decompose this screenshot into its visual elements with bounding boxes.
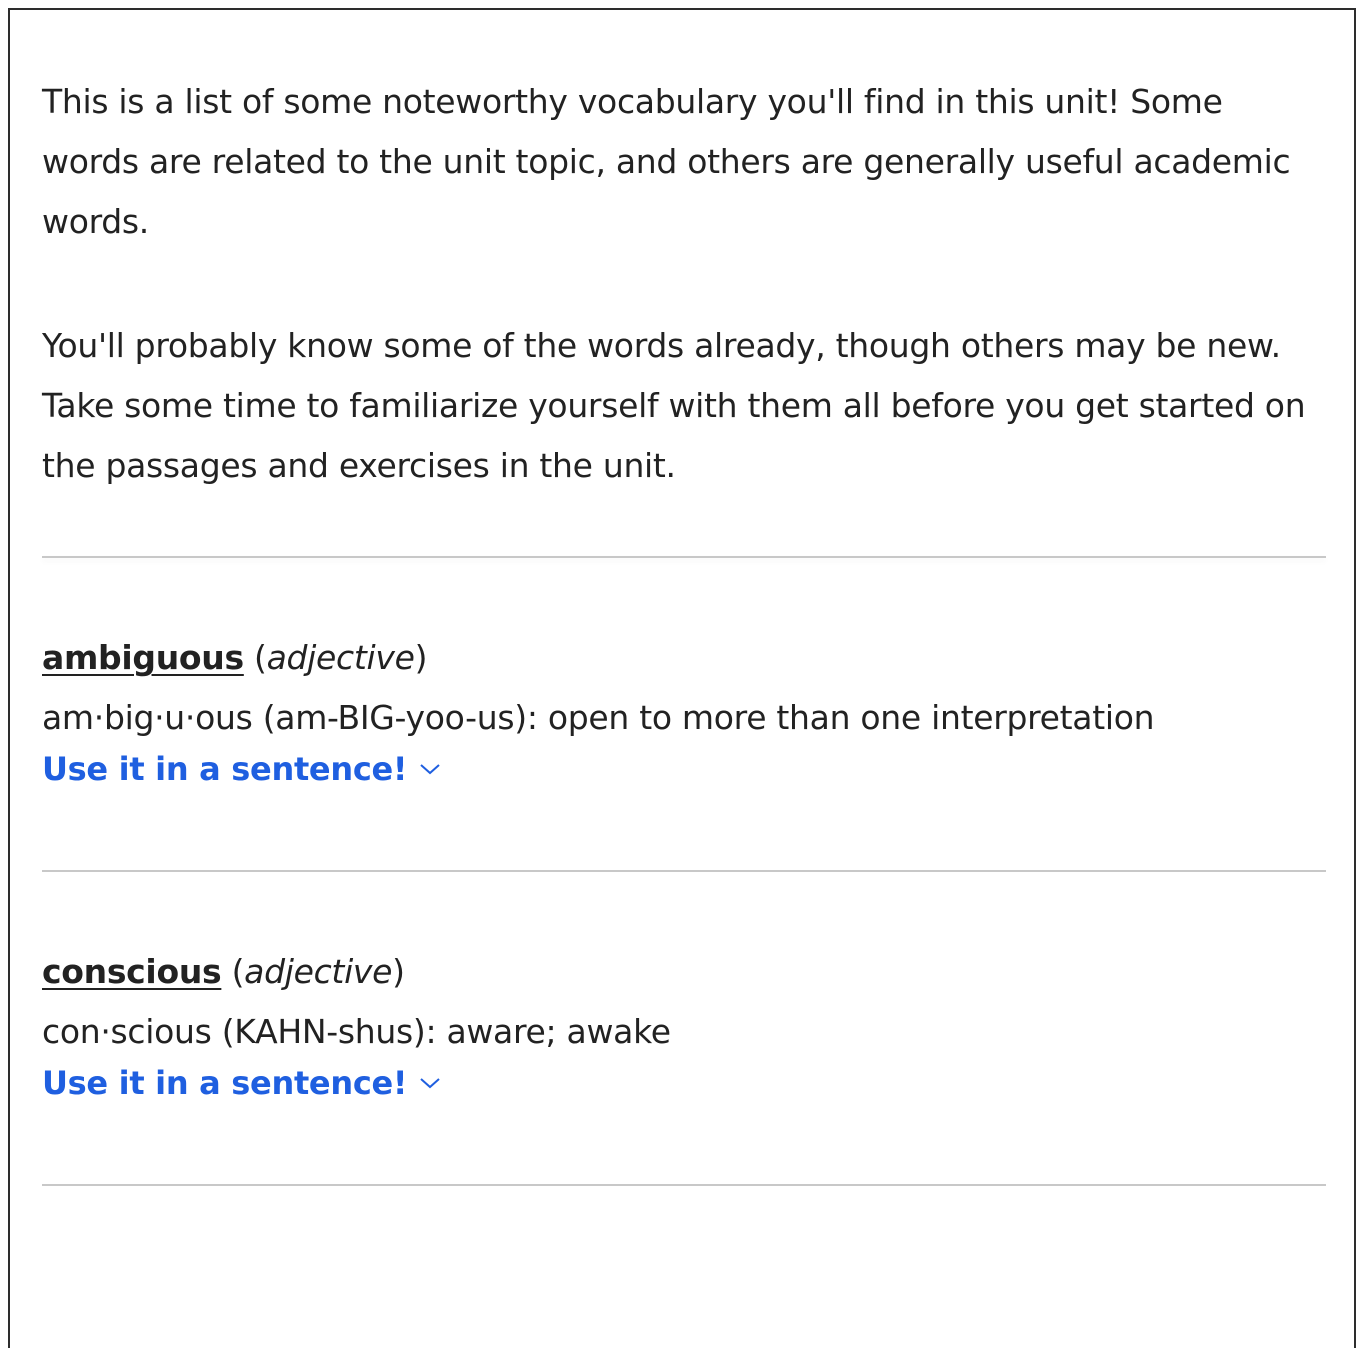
open-paren: ( xyxy=(231,952,245,991)
close-paren: ) xyxy=(392,952,405,991)
vocab-word[interactable]: ambiguous xyxy=(42,638,244,677)
part-of-speech: adjective xyxy=(266,638,415,677)
close-paren: ) xyxy=(414,638,428,677)
vocab-definition: am·big·u·ous (am-BIG-yoo-us): open to more than one interpretation xyxy=(42,698,1155,737)
use-in-sentence-label: Use it in a sentence! xyxy=(42,1064,408,1102)
intro-section xyxy=(42,10,1328,496)
chevron-down-icon xyxy=(419,1076,433,1090)
vocabulary-panel xyxy=(8,8,1356,1348)
intro-paragraph-1: This is a list of some noteworthy vocabulary you'll find in this unit! Some words are related to the unit topic, and others are generally useful academic words. xyxy=(42,82,1291,241)
vocab-headline xyxy=(42,942,1328,1002)
open-paren: ( xyxy=(254,638,267,677)
use-in-sentence-label: Use it in a sentence! xyxy=(42,750,408,788)
vocab-headline xyxy=(42,628,1328,688)
divider xyxy=(42,1184,1326,1186)
vocab-entry-ambiguous xyxy=(42,558,1328,870)
vocab-word[interactable]: conscious xyxy=(42,952,222,991)
use-in-sentence-toggle[interactable] xyxy=(42,1064,433,1102)
use-in-sentence-toggle[interactable] xyxy=(42,750,433,788)
part-of-speech: adjective xyxy=(244,952,393,991)
chevron-down-icon xyxy=(419,762,433,776)
vocab-definition: con·scious (KAHN-shus): aware; awake xyxy=(42,1012,671,1051)
intro-paragraph-2: You'll probably know some of the words already, though others may be new. Take some time to familiarize yourself with them all before you get started on the passages and exercises in the unit. xyxy=(42,326,1306,485)
vocab-entry-conscious xyxy=(42,872,1328,1184)
vocabulary-content xyxy=(42,10,1328,1186)
